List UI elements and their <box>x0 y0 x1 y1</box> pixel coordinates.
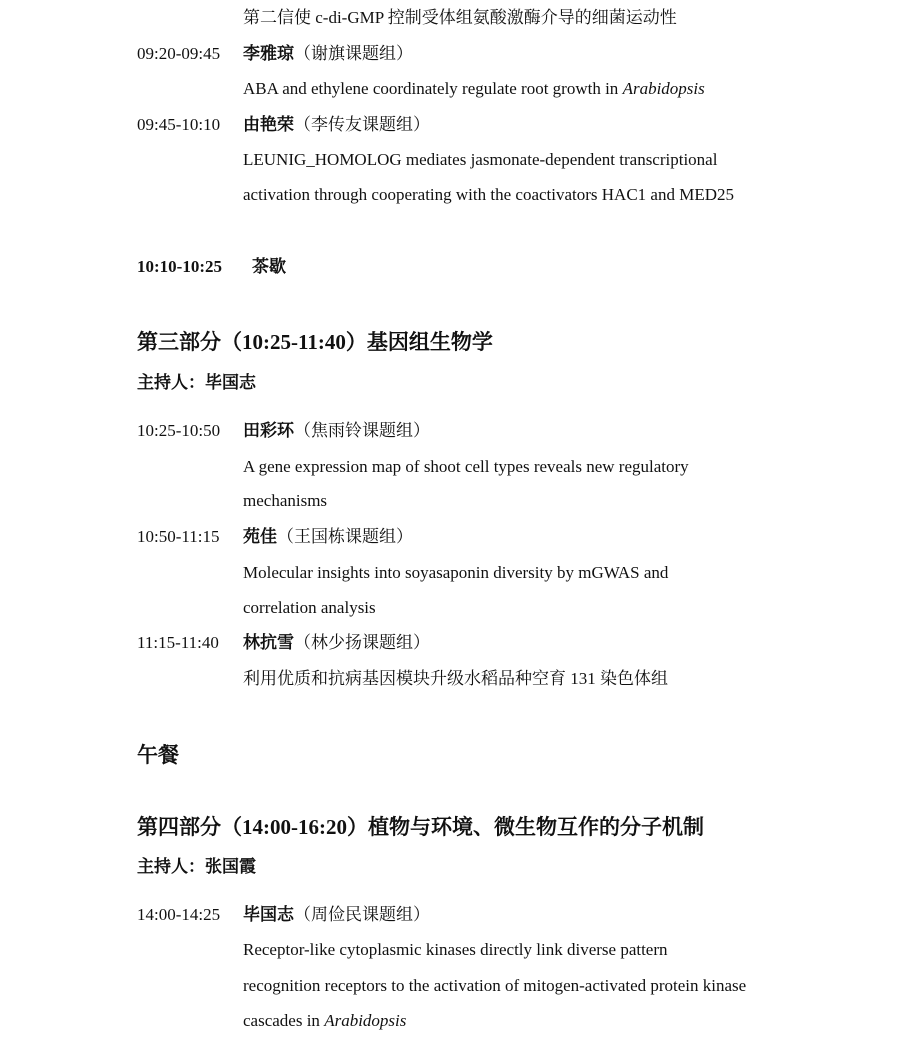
talk-speaker-line <box>243 904 430 926</box>
section-host-part3: 主持人：毕国志 <box>137 373 256 392</box>
talk-speaker-line <box>243 526 413 548</box>
section-title-part3: 第三部分（10:25-11:40）基因组生物学 <box>137 330 493 354</box>
talk-title-italic: Arabidopsis <box>622 79 705 98</box>
talk-time: 09:20-09:45 <box>137 44 221 63</box>
speaker-name: 田彩环 <box>243 421 294 440</box>
talk-time: 09:45-10:10 <box>137 115 221 134</box>
talk-title: Receptor-like cytoplasmic kinases directly link diverse pattern <box>243 940 668 959</box>
talk-title: mechanisms <box>243 491 328 510</box>
talk-speaker-line <box>243 43 413 65</box>
talk-speaker-line <box>243 420 430 442</box>
talk-title <box>243 78 705 100</box>
speaker-group: （周俭民课题组） <box>294 905 430 924</box>
tea-break-time: 10:10-10:25 <box>137 257 222 276</box>
talk-title: Molecular insights into soyasaponin diversity by mGWAS and <box>243 563 669 582</box>
speaker-name: 李雅琼 <box>243 44 294 63</box>
section-title-part4: 第四部分（14:00-16:20）植物与环境、微生物互作的分子机制 <box>137 815 704 839</box>
speaker-group: （谢旗课题组） <box>294 44 413 63</box>
speaker-group: （焦雨铃课题组） <box>294 421 430 440</box>
tea-break-label: 茶歇 <box>252 257 286 276</box>
speaker-name: 由艳荣 <box>243 115 294 134</box>
talk-title-italic: Arabidopsis <box>324 1011 407 1030</box>
talk-title <box>243 1010 406 1032</box>
talk-title-continued: 第二信使 c-di-GMP 控制受体组氨酸激酶介导的细菌运动性 <box>243 8 677 27</box>
lunch-label: 午餐 <box>137 743 179 767</box>
speaker-group: （林少扬课题组） <box>294 633 430 652</box>
talk-title: A gene expression map of shoot cell types reveals new regulatory <box>243 457 689 476</box>
speaker-name: 苑佳 <box>243 527 277 546</box>
talk-title-text: ABA and ethylene coordinately regulate root growth in <box>243 79 619 98</box>
talk-title: 利用优质和抗病基因模块升级水稻品种空育 131 染色体组 <box>243 669 668 688</box>
speaker-name: 林抗雪 <box>243 633 294 652</box>
talk-title-text: cascades in <box>243 1011 320 1030</box>
speaker-name: 毕国志 <box>243 905 294 924</box>
section-host-part4: 主持人：张国霞 <box>137 857 256 876</box>
talk-title: LEUNIG_HOMOLOG mediates jasmonate-dependent transcriptional <box>243 150 718 169</box>
talk-title: correlation analysis <box>243 598 376 617</box>
speaker-group: （王国栋课题组） <box>277 527 413 546</box>
talk-time: 11:15-11:40 <box>137 633 219 652</box>
talk-speaker-line <box>243 632 430 654</box>
talk-time: 14:00-14:25 <box>137 905 221 924</box>
talk-title: activation through cooperating with the coactivators HAC1 and MED25 <box>243 185 734 204</box>
talk-time: 10:50-11:15 <box>137 527 220 546</box>
talk-speaker-line <box>243 114 430 136</box>
speaker-group: （李传友课题组） <box>294 115 430 134</box>
talk-title: recognition receptors to the activation of mitogen-activated protein kinase <box>243 976 747 995</box>
talk-time: 10:25-10:50 <box>137 421 221 440</box>
